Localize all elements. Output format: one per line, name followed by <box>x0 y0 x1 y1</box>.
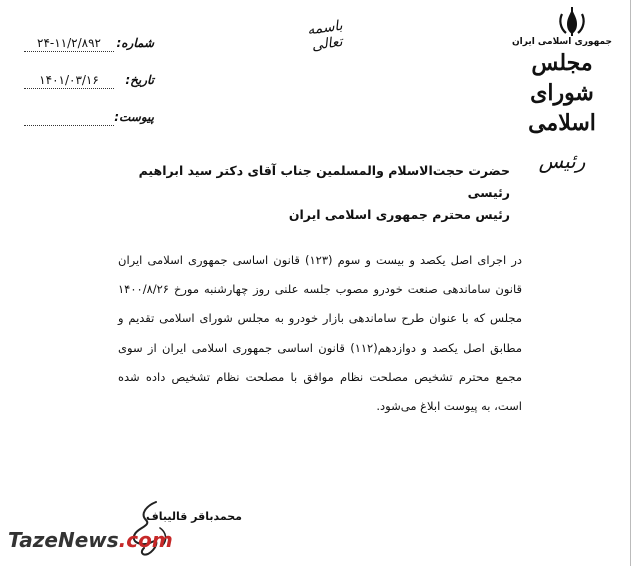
number-value: ۲۴-۱۱/۲/۸۹۲ <box>24 36 114 52</box>
meta-row-date <box>24 73 154 110</box>
letter-meta <box>24 36 154 147</box>
addressee-line-2: رئیس محترم جمهوری اسلامی ایران <box>288 207 510 222</box>
emblem-icon <box>556 6 588 38</box>
addressee-line-1: حضرت حجت‌الاسلام والمسلمین جناب آقای دکتر سید ابراهیم رئیسی <box>138 163 510 200</box>
brand-subtitle: جمهوری اسلامی ایران <box>511 37 613 47</box>
watermark-brand: TazeNews <box>8 528 119 552</box>
date-value: ۱۴۰۱/۰۳/۱۶ <box>24 73 114 89</box>
meta-row-attachment <box>24 110 154 147</box>
meta-row-number <box>24 36 154 73</box>
attachment-label: پیوست: <box>114 110 154 124</box>
addressee-block <box>130 160 510 226</box>
letter-body <box>118 246 522 421</box>
signer-name: محمدباقر قالیباف <box>146 510 242 523</box>
letterhead <box>502 36 622 174</box>
page-edge-divider <box>630 0 631 566</box>
watermark <box>8 528 173 552</box>
bismillah: باسمه تعالی <box>306 17 344 54</box>
brand-title: مجلس شورای اسلامی <box>528 50 596 136</box>
brand-role: رئیس <box>538 149 586 173</box>
attachment-value <box>24 110 114 126</box>
body-paragraph: در اجرای اصل یکصد و بیست و سوم (۱۲۳) قانون اساسی جمهوری اسلامی ایران قانون ساماندهی صنعت خودرو مصوب جلسه علنی روز چهارشنبه مورخ ۱۴۰۰/۸/۲۶ مجلس که با عنوان طرح ساماندهی بازار خودرو به مجلس شورای اسلامی تقدیم و مطابق اصل یکصد و دوازدهم(۱۱۲) قانون اساسی جمهوری اسلامی ایران از سوی مجمع محترم تشخیص مصلحت نظام موافق با مصلحت نظام تشخیص داده شده است، به پیوست ابلاغ می‌شود. <box>118 253 523 414</box>
watermark-tld: .com <box>118 528 173 552</box>
number-label: شماره: <box>116 36 154 50</box>
date-label: تاریخ: <box>125 73 154 87</box>
